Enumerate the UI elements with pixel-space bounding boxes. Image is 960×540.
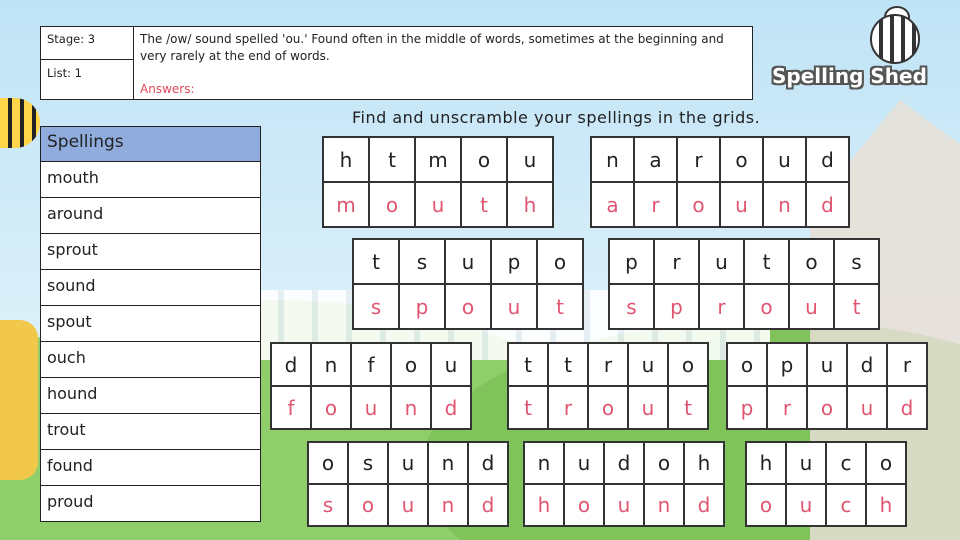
bee-logo-icon (870, 14, 920, 64)
scrambled-letter: r (588, 343, 628, 386)
scrambled-letter: t (744, 239, 789, 284)
answer-letter: f (271, 386, 311, 429)
answer-letter: t (834, 284, 879, 329)
answer-letter: r (767, 386, 807, 429)
scrambled-letter: t (353, 239, 399, 284)
scrambled-letter: u (564, 442, 604, 484)
scrambled-letter: o (461, 137, 507, 182)
scrambled-letter: h (323, 137, 369, 182)
scrambled-letter: s (399, 239, 445, 284)
answer-letter: h (524, 484, 564, 526)
scrambled-letter: o (537, 239, 583, 284)
spelling-shed-logo: Spelling Shed (772, 64, 927, 88)
word-grid (726, 342, 928, 430)
answer-letter: s (609, 284, 654, 329)
spellings-list (40, 126, 261, 522)
answer-letter: n (391, 386, 431, 429)
answer-letter: d (806, 182, 849, 227)
word-grid (590, 136, 850, 228)
answer-letter: a (591, 182, 634, 227)
answer-letter: u (720, 182, 763, 227)
answer-letter: o (588, 386, 628, 429)
scrambled-letter: u (507, 137, 553, 182)
answer-letter: o (807, 386, 847, 429)
spelling-item: ouch (40, 342, 261, 378)
word-grid (745, 441, 907, 527)
answer-letter: u (351, 386, 391, 429)
scrambled-letter: p (609, 239, 654, 284)
scrambled-letter: u (699, 239, 744, 284)
answer-letter: c (826, 484, 866, 526)
scrambled-letter: o (866, 442, 906, 484)
scrambled-letter: d (271, 343, 311, 386)
word-grid (507, 342, 709, 430)
scrambled-letter: h (746, 442, 786, 484)
answers-label: Answers: (140, 82, 195, 96)
answer-letter: d (431, 386, 471, 429)
spellings-header: Spellings (40, 126, 261, 162)
answer-letter: p (727, 386, 767, 429)
spelling-item: found (40, 450, 261, 486)
answer-letter: r (634, 182, 677, 227)
answer-letter: u (388, 484, 428, 526)
scrambled-letter: u (807, 343, 847, 386)
answer-letter: t (508, 386, 548, 429)
spelling-item: spout (40, 306, 261, 342)
scrambled-letter: u (445, 239, 491, 284)
scrambled-letter: u (786, 442, 826, 484)
scrambled-letter: t (508, 343, 548, 386)
answer-letter: o (311, 386, 351, 429)
answer-letter: d (887, 386, 927, 429)
scrambled-letter: n (591, 137, 634, 182)
scrambled-letter: o (668, 343, 708, 386)
scrambled-letter: d (468, 442, 508, 484)
word-grid (523, 441, 725, 527)
spelling-item: sound (40, 270, 261, 306)
answer-letter: h (507, 182, 553, 227)
scrambled-letter: r (677, 137, 720, 182)
scrambled-letter: r (887, 343, 927, 386)
spelling-item: hound (40, 378, 261, 414)
word-grid (307, 441, 509, 527)
scrambled-letter: t (548, 343, 588, 386)
answer-letter: t (668, 386, 708, 429)
word-grid (322, 136, 554, 228)
description-text: The /ow/ sound spelled 'ou.' Found often in the middle of words, sometimes at the beginning and very rarely at the end of words. (140, 32, 724, 63)
scrambled-letter: r (654, 239, 699, 284)
answer-letter: d (684, 484, 724, 526)
scrambled-letter: m (415, 137, 461, 182)
answer-letter: n (763, 182, 806, 227)
answer-letter: d (468, 484, 508, 526)
scrambled-letter: c (826, 442, 866, 484)
scrambled-letter: o (727, 343, 767, 386)
answer-letter: o (445, 284, 491, 329)
scrambled-letter: n (311, 343, 351, 386)
scrambled-letter: d (847, 343, 887, 386)
scrambled-letter: n (428, 442, 468, 484)
answer-letter: o (369, 182, 415, 227)
answer-letter: p (399, 284, 445, 329)
answer-letter: r (548, 386, 588, 429)
instructions: Find and unscramble your spellings in the grids. (352, 108, 761, 127)
answer-letter: t (537, 284, 583, 329)
answer-letter: o (677, 182, 720, 227)
list-label: List: 1 (40, 59, 134, 100)
spelling-item: sprout (40, 234, 261, 270)
scrambled-letter: u (628, 343, 668, 386)
answer-letter: o (744, 284, 789, 329)
answer-letter: o (564, 484, 604, 526)
answer-letter: s (353, 284, 399, 329)
answer-letter: r (699, 284, 744, 329)
scrambled-letter: d (806, 137, 849, 182)
word-grid (352, 238, 584, 330)
word-grid (270, 342, 472, 430)
answer-letter: n (428, 484, 468, 526)
scrambled-letter: d (604, 442, 644, 484)
answer-letter: u (415, 182, 461, 227)
answer-letter: u (786, 484, 826, 526)
spelling-item: proud (40, 486, 261, 522)
description-box (133, 26, 753, 100)
answer-letter: t (461, 182, 507, 227)
scrambled-letter: o (308, 442, 348, 484)
scrambled-letter: h (684, 442, 724, 484)
scrambled-letter: s (834, 239, 879, 284)
scrambled-letter: a (634, 137, 677, 182)
scrambled-letter: o (391, 343, 431, 386)
scrambled-letter: p (767, 343, 807, 386)
spelling-item: trout (40, 414, 261, 450)
answer-letter: m (323, 182, 369, 227)
scrambled-letter: u (431, 343, 471, 386)
scrambled-letter: t (369, 137, 415, 182)
scrambled-letter: o (644, 442, 684, 484)
answer-letter: s (308, 484, 348, 526)
scrambled-letter: s (348, 442, 388, 484)
answer-letter: u (628, 386, 668, 429)
answer-letter: o (348, 484, 388, 526)
scrambled-letter: o (789, 239, 834, 284)
scrambled-letter: p (491, 239, 537, 284)
beehive-illustration (0, 320, 38, 480)
scrambled-letter: u (388, 442, 428, 484)
answer-letter: u (847, 386, 887, 429)
scrambled-letter: n (524, 442, 564, 484)
word-grid (608, 238, 880, 330)
scrambled-letter: f (351, 343, 391, 386)
scrambled-letter: u (763, 137, 806, 182)
stage-label: Stage: 3 (40, 26, 134, 60)
scrambled-letter: o (720, 137, 763, 182)
answer-letter: u (604, 484, 644, 526)
spelling-item: around (40, 198, 261, 234)
answer-letter: o (746, 484, 786, 526)
answer-letter: p (654, 284, 699, 329)
answer-letter: n (644, 484, 684, 526)
answer-letter: h (866, 484, 906, 526)
spelling-item: mouth (40, 162, 261, 198)
answer-letter: u (491, 284, 537, 329)
answer-letter: u (789, 284, 834, 329)
